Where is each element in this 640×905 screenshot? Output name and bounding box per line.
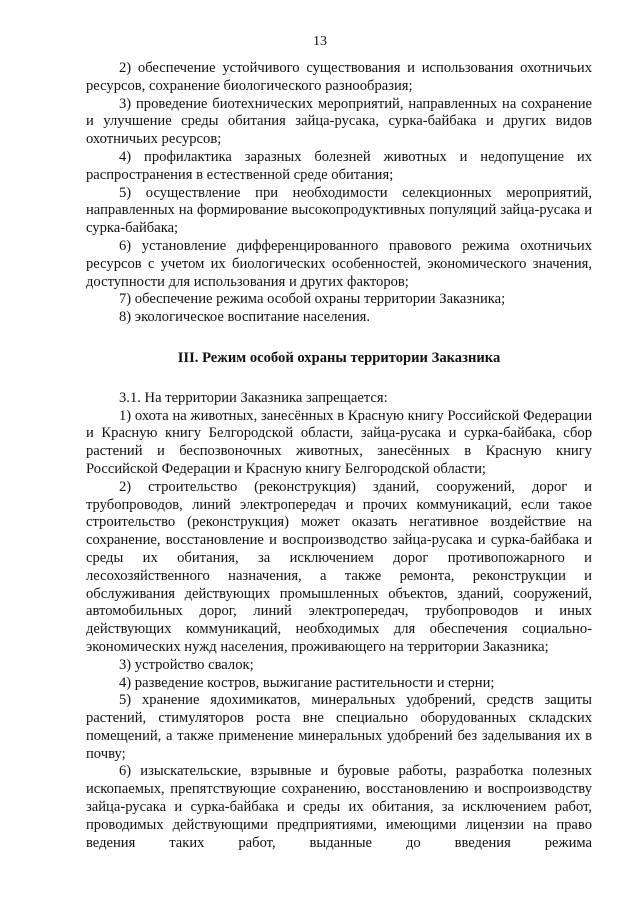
list-item: 3) проведение биотехнических мероприятий, направленных на сохранение и улучшение среды обитания зайца-русака, сурка-байбака и других видов охотничьих ресурсов; xyxy=(86,95,592,148)
section-intro: 3.1. На территории Заказника запрещается: xyxy=(119,389,388,406)
document-body xyxy=(86,60,592,852)
list-item: 1) охота на животных, занесённых в Красную книгу Российской Федерации и Красную книгу Белгородской области, зайца-русака и сурка-байбака, сбор растений и беспозвоночных животных, занесённых в Красную книгу Российской Федерации и Красную книгу Белгородской области; xyxy=(86,407,592,477)
list-item: 6) изыскательские, взрывные и буровые работы, разработка полезных ископаемых, препятствующие сохранению, восстановлению и воспроизводству зайца-русака и сурка-байбака и среды их обитания, за исключением работ, проводимых действующими предприятиями, имеющими лицензии на право ведения таких работ, выданные до введения режима xyxy=(86,763,592,851)
list-item: 2) обеспечение устойчивого существования и использования охотничьих ресурсов, сохранение биологического разнообразия; xyxy=(86,60,592,94)
list-item: 2) строительство (реконструкция) зданий, сооружений, дорог и трубопроводов, линий электропередач и прочих коммуникаций, если такое строительство (реконструкция) может оказать негативное воздействие на сохранение, восстановление и воспроизводство зайца-русака и сурка-байбака и среды их обитания, за исключением дорог противопожарного и лесохозяйственного назначения, а также ремонта, реконструкции и обслуживания действующих промышленных объектов, зданий, сооружений, автомобильных дорог, линий электропередач, трубопроводов и иных действующих коммуникаций, необходимых для обеспечения социально-экономических нужд населения, проживающего на территории Заказника; xyxy=(86,478,592,655)
section-heading: III. Режим особой охраны территории Заказника xyxy=(177,349,501,366)
list-item: 4) профилактика заразных болезней животных и недопущение их распространения в естественной среде обитания; xyxy=(86,148,592,183)
list-item: 5) осуществление при необходимости селекционных мероприятий, направленных на формирование высокопродуктивных популяций зайца-русака и сурка-байбака; xyxy=(86,184,592,237)
page-number: 13 xyxy=(313,34,327,49)
list-item: 7) обеспечение режима особой охраны территории Заказника; xyxy=(119,291,506,308)
list-item: 4) разведение костров, выжигание растительности и стерни; xyxy=(119,674,495,691)
list-item: 5) хранение ядохимикатов, минеральных удобрений, средств защиты растений, стимуляторов роста вне специально оборудованных складских помещений, а также применение минеральных удобрений без заделывания их в почву; xyxy=(86,692,592,762)
list-item: 6) установление дифференцированного правового режима охотничьих ресурсов с учетом их биологических особенностей, экономического значения, доступности для использования и других факторов; xyxy=(86,237,592,290)
list-item: 8) экологическое воспитание населения. xyxy=(119,309,370,326)
list-item: 3) устройство свалок; xyxy=(119,656,254,673)
